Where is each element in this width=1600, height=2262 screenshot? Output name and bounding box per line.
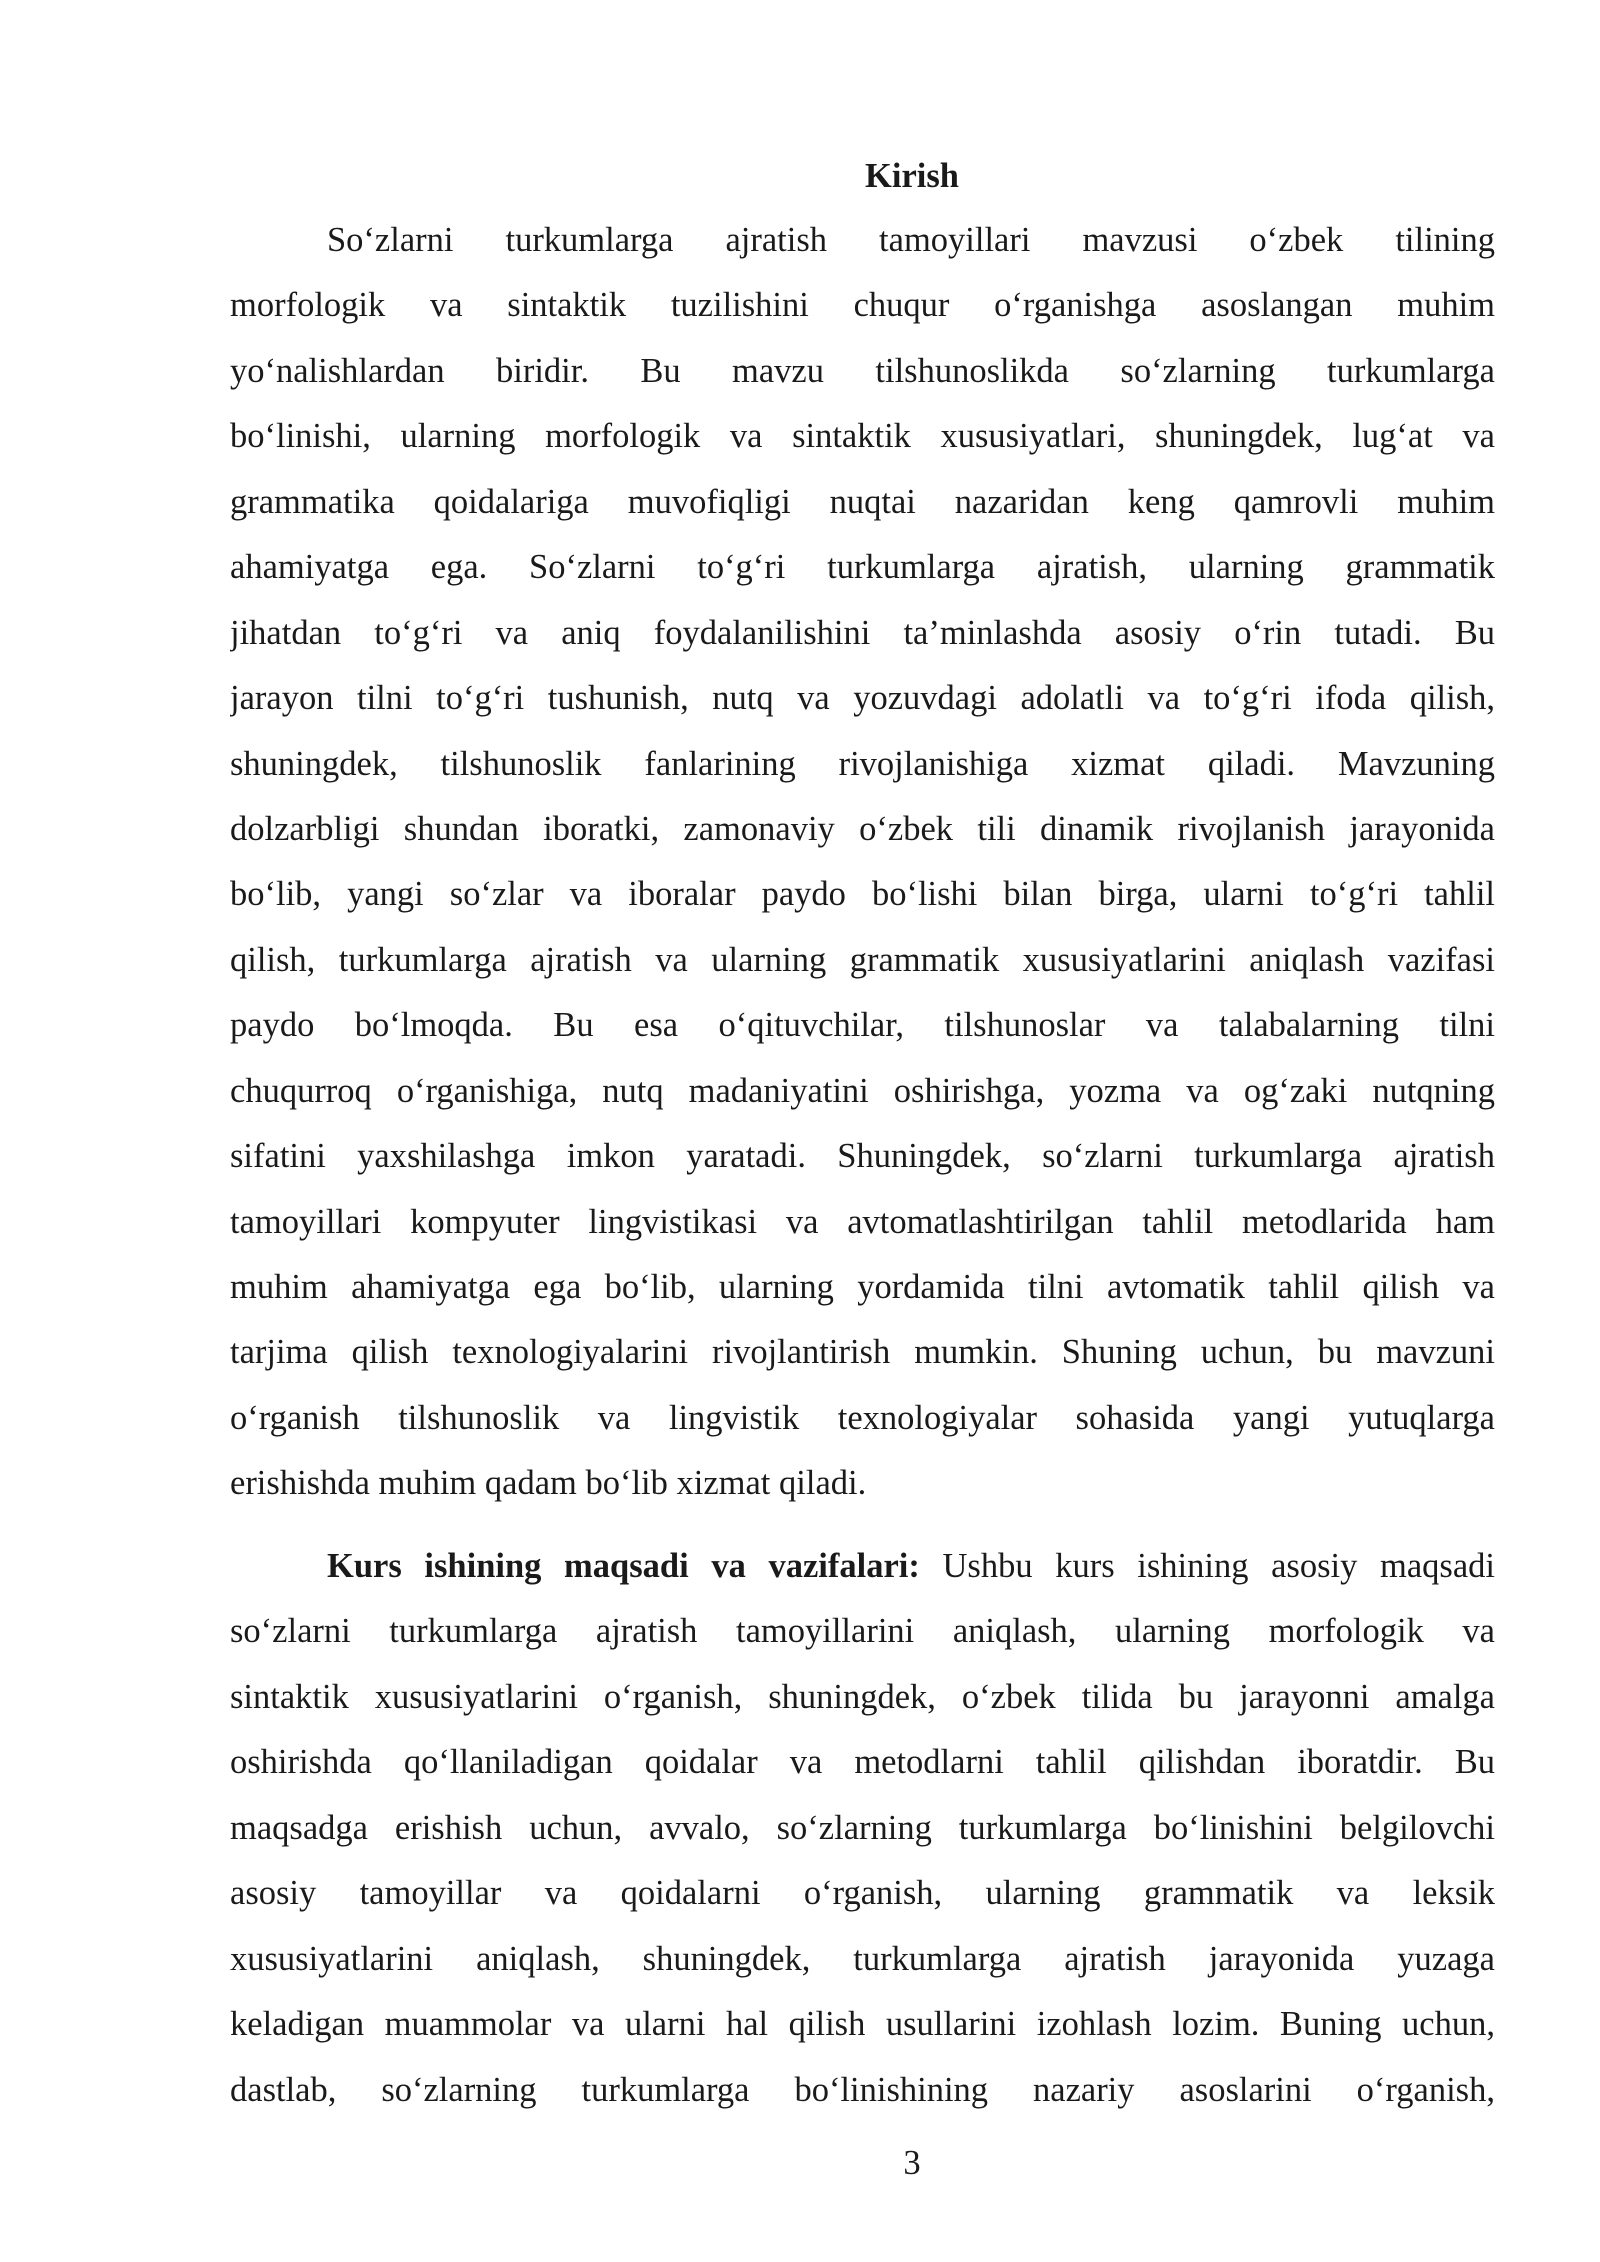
text-line: keladigan muammolar va ularni hal qilish usullarini izohlash lozim. Buning uchun, xyxy=(230,2005,1495,2044)
text-line: So‘zlarni turkumlarga ajratish tamoyillari mavzusi o‘zbek tilining xyxy=(327,221,1495,259)
text-line: xususiyatlarini aniqlash, shuningdek, turkumlarga ajratish jarayonida yuzaga xyxy=(230,1939,1495,1978)
text-line: qilish, turkumlarga ajratish va ularning grammatik xususiyatlarini aniqlash vazifasi xyxy=(230,940,1495,979)
text-line: yo‘nalishlardan biridir. Bu mavzu tilshunoslikda so‘zlarning turkumlarga xyxy=(230,351,1495,390)
paragraph-lead-heading: Kurs ishining maqsadi va vazifalari: xyxy=(327,1547,920,1585)
text-line: ahamiyatga ega. So‘zlarni to‘g‘ri turkumlarga ajratish, ularning grammatik xyxy=(230,548,1495,587)
text-span: Ushbu kurs ishining asosiy maqsadi xyxy=(942,1547,1495,1585)
text-line: erishishda muhim qadam bo‘lib xizmat qiladi. xyxy=(230,1464,867,1503)
text-line xyxy=(230,1534,1495,1599)
text-line: tamoyillari kompyuter lingvistikasi va avtomatlashtirilgan tahlil metodlarida ham xyxy=(230,1202,1495,1241)
text-line: sifatini yaxshilashga imkon yaratadi. Shuningdek, so‘zlarni turkumlarga ajratish xyxy=(230,1137,1495,1176)
text-line: jihatdan to‘g‘ri va aniq foydalanilishini ta’minlashda asosiy o‘rin tutadi. Bu xyxy=(230,613,1495,652)
text-line: bo‘linishi, ularning morfologik va sintaktik xususiyatlari, shuningdek, lug‘at va xyxy=(230,417,1495,456)
text-line: oshirishda qo‘llaniladigan qoidalar va metodlarni tahlil qilishdan iboratdir. Bu xyxy=(230,1743,1495,1782)
text-line: dastlab, so‘zlarning turkumlarga bo‘linishining nazariy asoslarini o‘rganish, xyxy=(230,2070,1495,2109)
text-line: grammatika qoidalariga muvofiqligi nuqtai nazaridan keng qamrovli muhim xyxy=(230,482,1495,521)
text-line: chuqurroq o‘rganishiga, nutq madaniyatini oshirishga, yozma va og‘zaki nutqning xyxy=(230,1071,1495,1110)
text-line: jarayon tilni to‘g‘ri tushunish, nutq va yozuvdagi adolatli va to‘g‘ri ifoda qilish, xyxy=(230,679,1495,718)
text-line: maqsadga erishish uchun, avvalo, so‘zlarning turkumlarga bo‘linishini belgilovchi xyxy=(230,1808,1495,1847)
text-line: dolzarbligi shundan iboratki, zamonaviy o‘zbek tili dinamik rivojlanish jarayonida xyxy=(230,809,1495,848)
text-line: so‘zlarni turkumlarga ajratish tamoyillarini aniqlash, ularning morfologik va xyxy=(230,1612,1495,1651)
paragraph-goals xyxy=(230,1534,1495,2123)
text-line: bo‘lib, yangi so‘zlar va iboralar paydo bo‘lishi bilan birga, ularni to‘g‘ri tahlil xyxy=(230,875,1495,914)
text-line: muhim ahamiyatga ega bo‘lib, ularning yordamida tilni avtomatik tahlil qilish va xyxy=(230,1268,1495,1306)
paragraph-introduction xyxy=(230,208,1495,1517)
text-line: asosiy tamoyillar va qoidalarni o‘rganish, ularning grammatik va leksik xyxy=(230,1874,1495,1913)
page-number: 3 xyxy=(903,2144,921,2182)
text-line: morfologik va sintaktik tuzilishini chuqur o‘rganishga asoslangan muhim xyxy=(230,286,1495,325)
text-line: shuningdek, tilshunoslik fanlarining rivojlanishiga xizmat qiladi. Mavzuning xyxy=(230,744,1495,783)
text-line: tarjima qilish texnologiyalarini rivojlantirish mumkin. Shuning uchun, bu mavzuni xyxy=(230,1333,1495,1372)
section-title: Kirish xyxy=(865,157,959,195)
text-line: sintaktik xususiyatlarini o‘rganish, shuningdek, o‘zbek tilida bu jarayonni amalga xyxy=(230,1677,1495,1716)
text-line: paydo bo‘lmoqda. Bu esa o‘qituvchilar, tilshunoslar va talabalarning tilni xyxy=(230,1006,1495,1045)
text-line: o‘rganish tilshunoslik va lingvistik texnologiyalar sohasida yangi yutuqlarga xyxy=(230,1398,1495,1437)
